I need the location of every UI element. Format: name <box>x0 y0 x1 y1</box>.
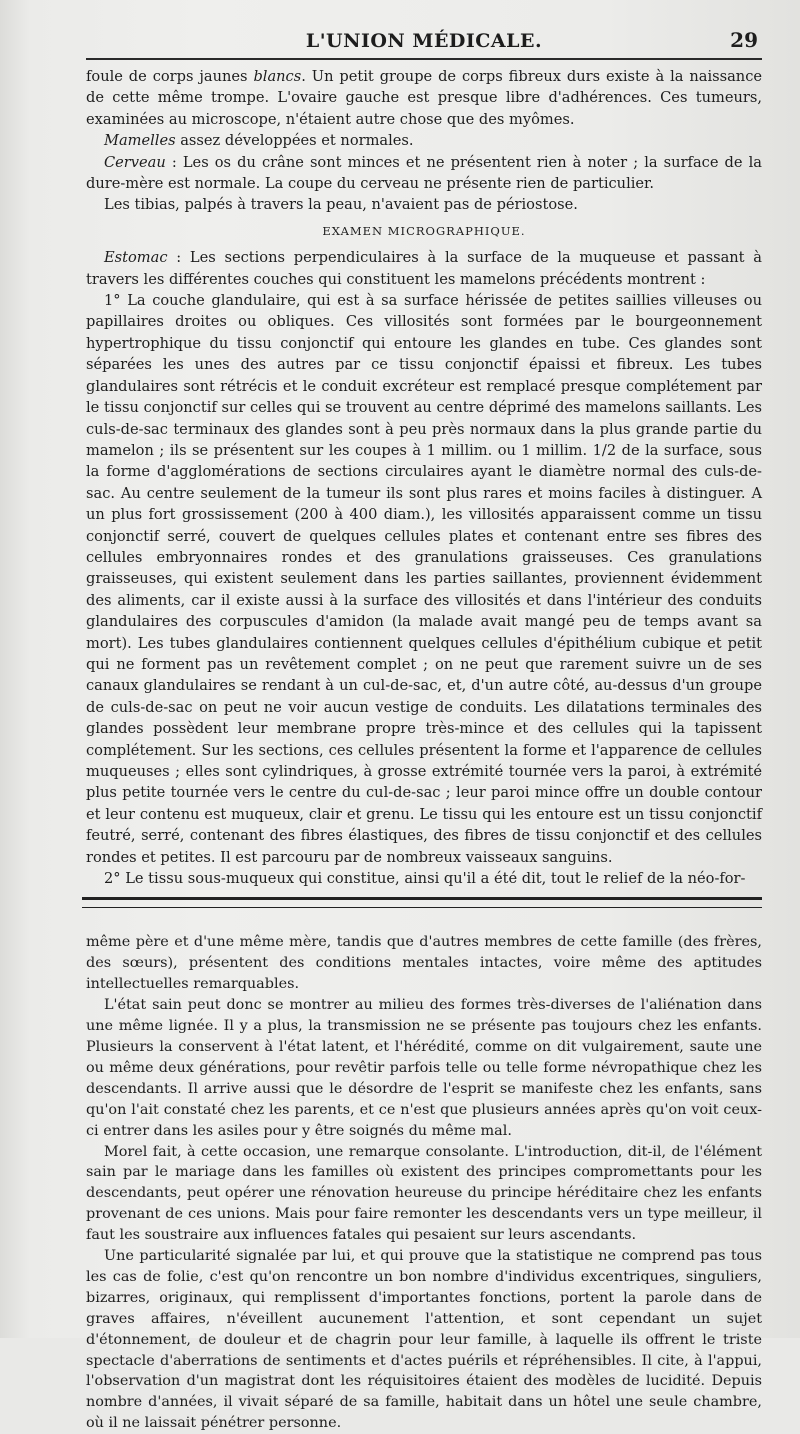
feuilleton-section <box>86 932 762 1434</box>
paragraph-tibias: Les tibias, palpés à travers la peau, n'avaient pas de périostose. <box>104 196 578 214</box>
feuilleton-paragraph: L'état sain peut donc se montrer au milieu des formes très-diverses de l'aliénation dans une même lignée. Il y a plus, la transmission ne se présente pas toujours chez les enfants. Plusieurs la conservent à l'état latent, et l'hérédité, comme on dit vulgairement, saute une ou même deux générations, pour revêtir parfois telle ou telle forme névropathique chez les descendants. Il arrive aussi que le désordre de l'esprit se manifeste chez les enfants, sans qu'on l'ait constaté chez les parents, et ce n'est que plusieurs années après qu'on voit ceux-ci entrer dans les asiles pour y être soignés du même mal. <box>86 997 762 1139</box>
paragraph-estomac: Estomac : Les sections perpendiculaires à la surface de la muqueuse et passant à travers les différentes couches qui constituent les mamelons précédents montrent : <box>86 249 762 288</box>
running-title: L'UNION MÉDICALE. <box>305 30 543 52</box>
italic-term: Estomac <box>104 249 168 267</box>
feuilleton-paragraph: même père et d'une même mère, tandis que d'autres membres de cette famille (des frères, des sœurs), présentent des conditions mentales intactes, voire même des aptitudes intellectuelles remarquables. <box>86 934 762 993</box>
section-subheading: EXAMEN MICROGRAPHIQUE. <box>322 223 526 238</box>
paragraph-point-2: 2° Le tissu sous-muqueux qui constitue, ainsi qu'il a été dit, tout le relief de la néo-for- <box>104 870 746 888</box>
running-header <box>86 24 762 60</box>
feuilleton-paragraph: Morel fait, à cette occasion, une remarque consolante. L'introduction, dit-il, de l'élément sain par le mariage dans les familles où existent des principes compromettants pour les descendants, peut opérer une rénovation heureuse du principe héréditaire chez les enfants provenant de ces unions. Mais pour faire remonter les descendants vers un type meilleur, il faut les soustraire aux influences fatales qui pesaient sur leurs ascendants. <box>86 1143 762 1244</box>
italic-term: Mamelles <box>104 132 176 150</box>
section-divider <box>82 897 762 908</box>
page-number: 29 <box>730 28 758 52</box>
opening-paragraph: foule de corps jaunes blancs. Un petit groupe de corps fibreux durs existe à la naissance de cette même trompe. L'ovaire gauche est presque libre d'adhérences. Ces tumeurs, examinées au microscope, n'étaient autre chose que des myômes. <box>86 68 763 128</box>
italic-term: blancs <box>253 68 302 85</box>
feuilleton-paragraph: Une particularité signalée par lui, et qui prouve que la statistique ne comprend pas tous les cas de folie, c'est qu'on rencontre un bon nombre d'individus excentriques, singuliers, bizarres, originaux, qui remplissent d'importantes fonctions, portent la parole dans de graves affaires, n'éveillent aucunement l'attention, et sont cependant un sujet d'étonnement, de douleur et de chagrin pour leur famille, à laquelle ils offrent le triste spectacle d'aberrations de sentiments et d'actes puérils et répréhensibles. Il cite, à l'appui, l'observation d'un magistrat dont les réquisitoires étaient des modèles de lucidité. Depuis nombre d'années, il vivait séparé de sa famille, habitait dans un hôtel une seule chambre, où il ne laissait pénétrer personne. <box>86 1248 762 1432</box>
paragraph-cerveau: Cerveau : Les os du crâne sont minces et ne présentent rien à noter ; la surface de la dure-mère est normale. La coupe du cerveau ne présente rien de particulier. <box>86 153 762 193</box>
paragraph-point-1: 1° La couche glandulaire, qui est à sa surface hérissée de petites saillies villeuses ou papillaires droites ou obliques. Ces villosités sont formées par le bourgeonnement hypertrophique du tissu conjonctif qui entoure les glandes en tube. Ces glandes sont séparées les unes des autres par ce tissu conjonctif épaissi et fibreux. Les tubes glandulaires sont rétrécis et le conduit excréteur est remplacé presque complétement par le tissu conjonctif sur celles qui se trouvent au centre déprimé des mamelons saillants. Les culs-de-sac terminaux des glandes sont à peu près normaux dans la plus grande partie du mamelon ; ils se présentent sur les coupes à 1 millim. ou 1 millim. 1/2 de la surface, sous la forme d'agglomérations de sections circulaires ayant le diamètre normal des culs-de-sac. Au centre seulement de la tumeur ils sont plus rares et moins faciles à distinguer. A un plus fort grossissement (200 à 400 diam.), les villosités apparaissent comme un tissu conjonctif serré, couvert de quelques cellules plates et contenant entre ses fibres des cellules embryonnaires rondes et des granulations graisseuses. Ces granulations graisseuses, qui existent seulement dans les parties saillantes, proviennent évidemment des aliments, car il existe aussi à la surface des villosités et dans l'intérieur des conduits glandulaires des corpuscules d'amidon (la malade avait mangé peu de temps avant sa mort). Les tubes glandulaires contiennent quelques cellules d'épithélium cubique et petit qui ne forment pas un revêtement complet ; on ne peut que rarement suivre un de ses canaux glandulaires se rendant à un cul-de-sac, et, d'un autre côté, au-dessus d'un groupe de culs-de-sac on peut ne voir aucun vestige de conduits. Les dilatations terminales des glandes possèdent leur membrane propre très-mince et des cellules qui la tapissent complétement. Sur les sections, ces cellules présentent la forme et l'apparence de cellules muqueuses ; elles sont cylindriques, à grosse extrémité tournée vers la paroi, à extrémité plus petite tournée vers le centre du cul-de-sac ; leur paroi mince offre un double contour et leur contenu est muqueux, clair et grenu. Le tissu qui les entoure est un tissu conjonctif feutré, serré, contenant des fibres élastiques, des fibres de tissu conjonctif et des cellules rondes et petites. Il est parcouru par de nombreux vaisseaux sanguins. <box>86 292 762 866</box>
italic-term: Cerveau <box>104 153 166 171</box>
observation-section <box>86 66 762 889</box>
paragraph-mamelles: Mamelles assez développées et normales. <box>104 132 414 150</box>
